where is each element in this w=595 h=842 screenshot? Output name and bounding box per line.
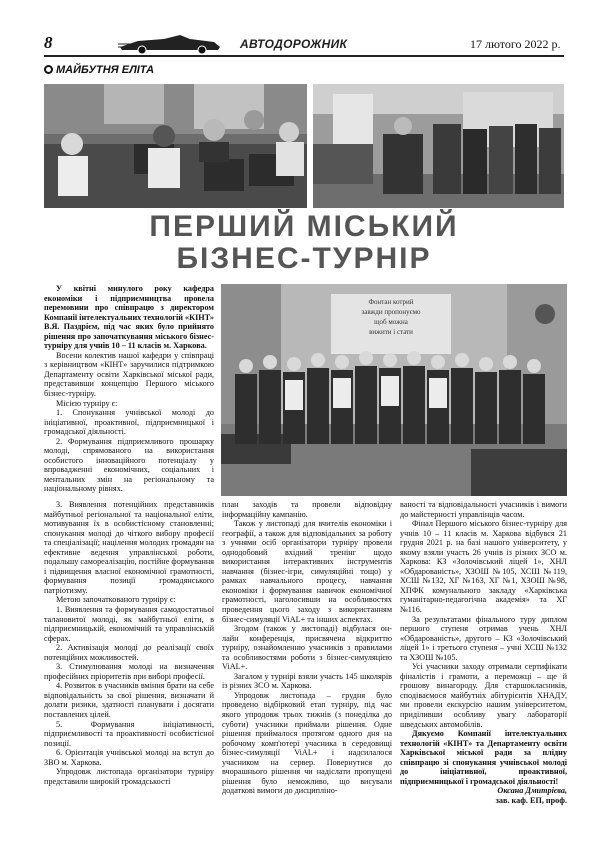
bullet-icon <box>44 65 53 74</box>
photo-group-finalists-image <box>221 284 567 496</box>
mission-item: 2. Формування підприємливого прошарку молоді, спрямованого на використання особистого інноваційного потенціалу у впровадженні економічних, соціальних і ментальних змін на регіональному та національному рівнях. <box>44 436 214 494</box>
banner-line4: вижити і стати <box>369 328 413 336</box>
paragraph: За результатами фінального туру диплом першого ступеня отримав учень ХНЛ «Обдарованість», другого – КЗ «Золочівський ліцей 1» і третього ступеня – учні ХСШ №132 та ХЗОШ №105. <box>400 614 567 662</box>
acknowledgement: Дякуємо Компанії інтелектуальних технологій «КІНТ» та Департаменту освіти Харківської міської ради за плідну співпрацю зі спонукання учнівської молоді до ініціативної, проактивної, підприємницької і громадської діяльності! <box>400 729 567 786</box>
article-title-line2: БІЗНЕС-ТУРНІР <box>176 242 432 275</box>
header-divider <box>44 55 564 57</box>
race-car-icon <box>118 33 222 55</box>
author-name: Оксана Дмитрієва, <box>497 786 567 796</box>
author-title: зав. каф. ЕП, проф. <box>495 795 567 805</box>
section-label <box>44 64 154 76</box>
mission-item: 3. Виявлення потенційних представників майбутньої регіональної та національної еліти, мотивування їх в особистісному становленні; спонукання молоді до чіткого вибору професії та спеціалізації; націлення молодих громадян на ефективне ведення управлінської роботи, подальшу самореалізацію, постійне формування і підвищення власної економічної грамотності, формування позиції громадянського патріотизму. <box>44 500 214 595</box>
goal-item: 6. Орієнтація учнівської молоді на вступ до ЗВО м. Харкова. <box>44 748 214 767</box>
paragraph: Згодом (також у листопаді) відбулася он-лайн конференція, присвячена відкриттю турніру, ознайомленню учасників з правилами та особливостями роботи з бізнес-симуляцією ViAL+. <box>222 624 392 672</box>
paragraph: ваності та відповідальності учасників і вимоги до майстерності управлінців часом. <box>400 500 567 519</box>
goal-item: 2. Активізація молоді до реалізації своїх потенційних можливостей. <box>44 643 214 662</box>
banner-line3: щоб можна <box>374 318 408 326</box>
paragraph: Загалом у турнірі взяли участь 145 школярів із різних ЗСО м. Харкова. <box>222 671 392 691</box>
paragraph: Місією турніру є: <box>56 398 118 408</box>
photo-hall-visitors-image <box>313 84 564 208</box>
paragraph: Метою започаткованого турніру є: <box>56 595 176 605</box>
goal-item: 3. Стимулювання молоді на визначення професійних пріоритетів при виборі професії. <box>44 662 214 681</box>
article-column-1 <box>44 284 214 494</box>
page-number: 8 <box>44 33 53 52</box>
paragraph: Фінал Першого міського бізнес-турніру для учнів 10 – 11 класів м. Харкова відбувся 21 грудня 2021 р. на базі нашого університету, у якому взяли участь 26 учнів із різних ЗСО м. Харкова: КЗ «Золочівський ліцей 1», ХНЛ «Обдарованість», ХЗОШ №105, ХСШ №119, ХСШ №132, ХГ №163, ХГ №1, ХЗОШ №98, ХПФК комунального закладу «Харківська гуманітарно-педагогічна академія» та ХГ №116. <box>400 519 567 615</box>
photo-students-computers-image <box>44 84 307 208</box>
section-title: МАЙБУТНЯ ЕЛІТА <box>56 64 155 76</box>
article-title-line1: ПЕРШИЙ МІСЬКИЙ <box>149 210 459 243</box>
paragraph: план заходів та провели відповідну інформаційну кампанію. <box>222 500 392 519</box>
article-column-2 <box>222 500 392 796</box>
photo-hall-visitors <box>313 84 564 208</box>
banner-line2: завжди пропонуємо <box>361 308 421 316</box>
article-intro: У квітні минулого року кафедра економіки і підприємництва провела перемовини про співпрацю з директором Компанії інтелектуальних технологій «КІНТ» В.Я. Паздрієм, під час яких було прийнято рішення про започаткування міського бізнес-турніру для учнів 10 – 11 класів м. Харкова. <box>44 284 214 351</box>
photo-students-computers <box>44 84 307 208</box>
paragraph: Упродовж листопада організатори турніру представили широкій громадськості <box>44 767 214 786</box>
paragraph: Також у листопаді для вчителів економіки і географії, а також для відповідальних за роботу з учнями осіб організатори турніру провели однодобовий вхідний тренінг щодо використання інтерактивних інструментів навчання (бізнес-ігри, симуляційні тощо) у рамках навчального процесу, навчання економіки і формування навичок економічної грамотності, наголосивши на особливостях проведення цього заходу з використанням бізнес-симуляції ViAL+ та інших аспектах. <box>222 519 392 624</box>
goal-item: 4. Розвиток в учасників вміння брати на себе відповідальність за свої рішення, визначати й долати ризики, здатності планувати і досягати поставлених цілей. <box>44 681 214 720</box>
issue-date: 17 лютого 2022 р. <box>470 37 561 51</box>
paragraph: Усі учасники заходу отримали сертифікати фіналістів і грамоти, а переможці – ще й грошову винагороду. Для старшокласників, сподіваємося майбутніх абітурієнтів ХНАДУ, ми провели екскурсію нашим університетом, приділивши особливу увагу лабораторії шведських автомобілів. <box>400 662 567 729</box>
article-column-3 <box>400 500 567 806</box>
article-column-1-continued <box>44 500 214 786</box>
paragraph: Упродовж листопада – грудня було проведено відбірковий етап турніру, під час якого упродовж трьох тижнів (з понеділка до суботи) учасники приймали рішення. Одне рішення приймалося протягом одного дня на робочому комп'ютері учасника в середовищі бізнес-симуляції ViAL+ і надсилалося учасником на сервер. Повернутися до вчорашнього рішення чи надіслати пропущені рішення було неможливо, що висували додаткові вимоги до дисципліно- <box>222 690 392 796</box>
goal-item: 1. Виявлення та формування самодостатньої талановитої молоді, як майбутньої еліти, в підприємницькій, економічній та управлінській сферах. <box>44 605 214 643</box>
paragraph: Восени колектив нашої кафедри у співпраці з керівництвом «КІНТ» заручилися підтримкою Департаменту освіти Харківської міської ради, представивши концепцію Першого міського бізнес-турніру. <box>44 350 214 399</box>
photo-group-finalists <box>221 284 567 496</box>
mission-item: 1. Спонукання учнівської молоді до ініціативної, проактивної, підприємницької і громадської діяльності. <box>44 408 214 437</box>
banner-line1: Фонтан котрий <box>368 298 414 306</box>
goal-item: 5. Формування ініціативності, підприємливості та проактивності особистісної позиції. <box>44 719 214 748</box>
newspaper-name: АВТОДОРОЖНИК <box>240 37 348 51</box>
